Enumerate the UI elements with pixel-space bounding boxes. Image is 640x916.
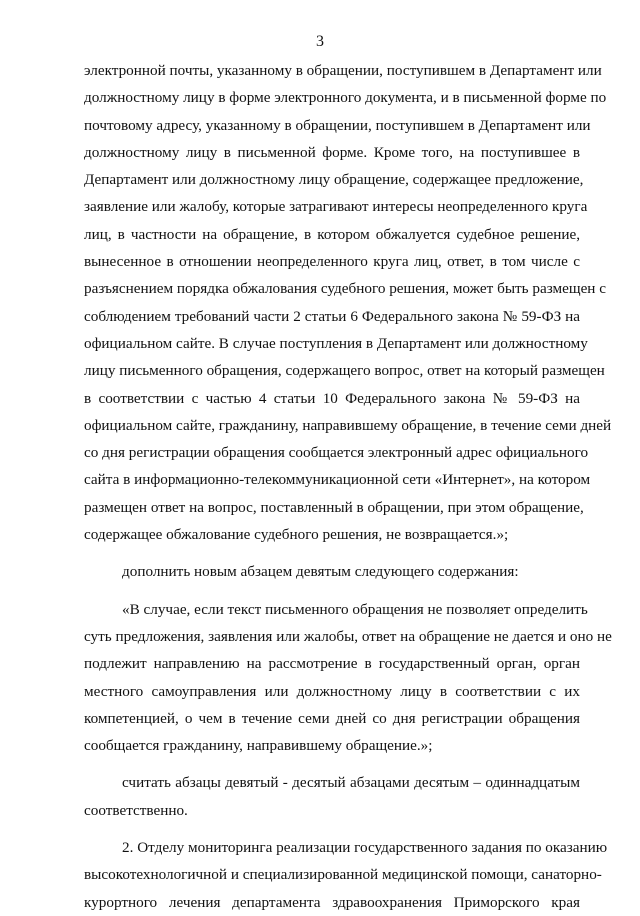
paragraph-spacer [84,824,580,834]
text-line: разъяснением порядка обжалования судебного решения, может быть размещен с [84,280,606,298]
paragraph-spacer [84,759,580,769]
text-line: местного самоуправления или должностному лицу в соответствии с их [84,682,580,700]
text-line: высокотехнологичной и специализированной медицинской помощи, санаторно- [84,866,602,884]
text-line: 2. Отделу мониторинга реализации государственного задания по оказанию [122,839,608,857]
document-body [84,57,612,916]
text-line: подлежит направлению на рассмотрение в государственный орган, орган [84,655,580,673]
text-line: «В случае, если текст письменного обращения не позволяет определить [122,600,588,618]
text-line: электронной почты, указанному в обращении, поступившем в Департамент или [84,62,602,79]
text-line: размещен ответ на вопрос, поставленный в обращении, при этом обращение, [84,498,584,516]
paragraph-spacer [84,548,580,558]
text-line: официальном сайте, гражданину, направившему обращение, в течение семи дней [84,416,612,434]
text-line: официальном сайте. В случае поступления в Департамент или должностному [84,334,588,352]
text-line: соответственно. [84,801,188,819]
paragraph-3 [84,596,612,760]
text-line: сайта в информационно-телекоммуникационной сети «Интернет», на котором [84,471,591,489]
text-line: заявление или жалобу, которые затрагивают интересы неопределенного круга [84,198,588,216]
text-line: почтовому адресу, указанному в обращении, поступившем в Департамент или [84,116,591,134]
paragraph-4 [84,769,580,824]
text-line: со дня регистрации обращения сообщается электронный адрес официального [84,444,589,462]
text-line: сообщается гражданину, направившему обращение.»; [84,737,433,755]
text-line: считать абзацы девятый - десятый абзацами десятым – одиннадцатым [122,774,580,792]
text-line: соблюдением требований части 2 статьи 6 Федерального закона № 59-ФЗ на [84,307,580,325]
text-line: содержащее обжалование судебного решения, не возвращается.»; [84,526,509,544]
text-line: должностному лицу в письменной форме. Кроме того, на поступившее в [84,143,580,161]
paragraph-1 [84,57,612,548]
text-line: курортного лечения департамента здравоохранения Приморского края [84,893,580,911]
text-line: лиц, в частности на обращение, в котором обжалуется судебное решение, [84,225,580,243]
text-line: должностному лицу в форме электронного документа, и в письменной форме по [84,89,607,107]
text-line: лицу письменного обращения, содержащего вопрос, ответ на который размещен [84,362,605,380]
page-number: 3 [316,33,324,50]
text-line: компетенцией, о чем в течение семи дней со дня регистрации обращения [84,709,580,727]
paragraph-spacer [84,586,580,596]
text-line: Департамент или должностному лицу обращение, содержащее предложение, [84,171,584,189]
text-line: вынесенное в отношении неопределенного круга лиц, ответ, в том числе с [84,253,580,271]
paragraph-2 [84,558,580,585]
text-line: суть предложения, заявления или жалобы, ответ на обращение не дается и оно не [84,627,612,645]
paragraph-5 [84,834,608,916]
text-line: дополнить новым абзацем девятым следующего содержания: [122,563,519,581]
text-line: в соответствии с частью 4 статьи 10 Федерального закона № 59-ФЗ на [84,389,580,407]
